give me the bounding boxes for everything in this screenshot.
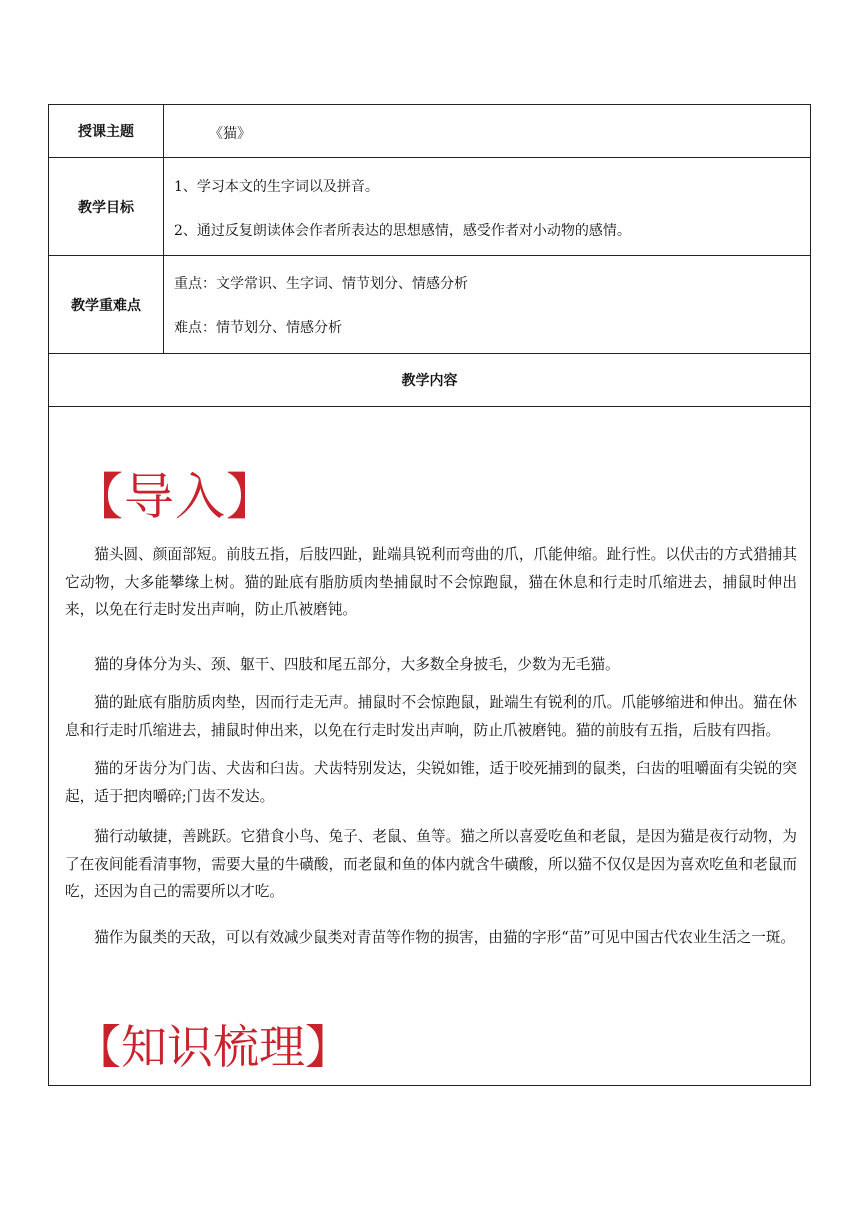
paragraph: 猫的身体分为头、颈、躯干、四肢和尾五部分，大多数全身披毛，少数为无毛猫。 bbox=[94, 656, 620, 673]
key-points-label: 教学重难点 bbox=[49, 256, 164, 353]
topic-value: 《猫》 bbox=[209, 126, 251, 142]
key-points-cell bbox=[164, 256, 810, 353]
knowledge-heading: 【知识梳理】 bbox=[75, 1020, 351, 1074]
goals-cell bbox=[164, 158, 810, 255]
topic-label: 授课主题 bbox=[49, 105, 164, 157]
topic-row bbox=[49, 105, 810, 158]
goal-item: 2、通过反复朗读体会作者所表达的思想感情，感受作者对小动物的感情。 bbox=[174, 223, 631, 239]
intro-heading: 【导入】 bbox=[73, 468, 277, 526]
goals-label: 教学目标 bbox=[49, 158, 164, 255]
lesson-plan-table bbox=[48, 104, 811, 1086]
paragraph: 猫作为鼠类的天敌，可以有效减少鼠类对青苗等作物的损害，由猫的字形“苗”可见中国古代农业生活之一斑。 bbox=[94, 929, 796, 946]
key-points-row bbox=[49, 256, 810, 354]
goals-row bbox=[49, 158, 810, 256]
goal-item: 1、学习本文的生字词以及拼音。 bbox=[174, 179, 379, 195]
paragraph: 猫行动敏捷，善跳跃。它猎食小鸟、兔子、老鼠、鱼等。猫之所以喜爱吃鱼和老鼠，是因为猫是夜行动物，为了在夜间能看清事物，需要大量的牛磺酸，而老鼠和鱼的体内就含牛磺酸，所以猫不仅仅是因为喜欢吃鱼和老鼠而吃，还因为自己的需要所以才吃。 bbox=[65, 828, 797, 900]
content-header-row bbox=[49, 354, 810, 407]
key-point-item: 难点：情节划分、情感分析 bbox=[174, 320, 342, 336]
content-body bbox=[49, 407, 810, 1085]
content-header: 教学内容 bbox=[401, 373, 458, 389]
paragraph: 猫的趾底有脂肪质肉垫，因而行走无声。捕鼠时不会惊跑鼠，趾端生有锐利的爪。爪能够缩进和伸出。猫在休息和行走时爪缩进去，捕鼠时伸出来，以免在行走时发出声响，防止爪被磨钝。猫的前肢有五指，后肢有四指。 bbox=[65, 694, 797, 739]
paragraph: 猫的牙齿分为门齿、犬齿和臼齿。犬齿特别发达，尖锐如锥，适于咬死捕到的鼠类，臼齿的咀嚼面有尖锐的突起，适于把肉嚼碎;门齿不发达。 bbox=[65, 760, 797, 805]
paragraph: 猫头圆、颜面部短。前肢五指，后肢四趾，趾端具锐利而弯曲的爪，爪能伸缩。趾行性。以伏击的方式猎捕其它动物，大多能攀缘上树。猫的趾底有脂肪质肉垫捕鼠时不会惊跑鼠，猫在休息和行走时爪缩进去，捕鼠时伸出来，以免在行走时发出声响，防止爪被磨钝。 bbox=[65, 546, 797, 618]
key-point-item: 重点：文学常识、生字词、情节划分、情感分析 bbox=[174, 276, 468, 292]
topic-cell bbox=[164, 105, 810, 157]
